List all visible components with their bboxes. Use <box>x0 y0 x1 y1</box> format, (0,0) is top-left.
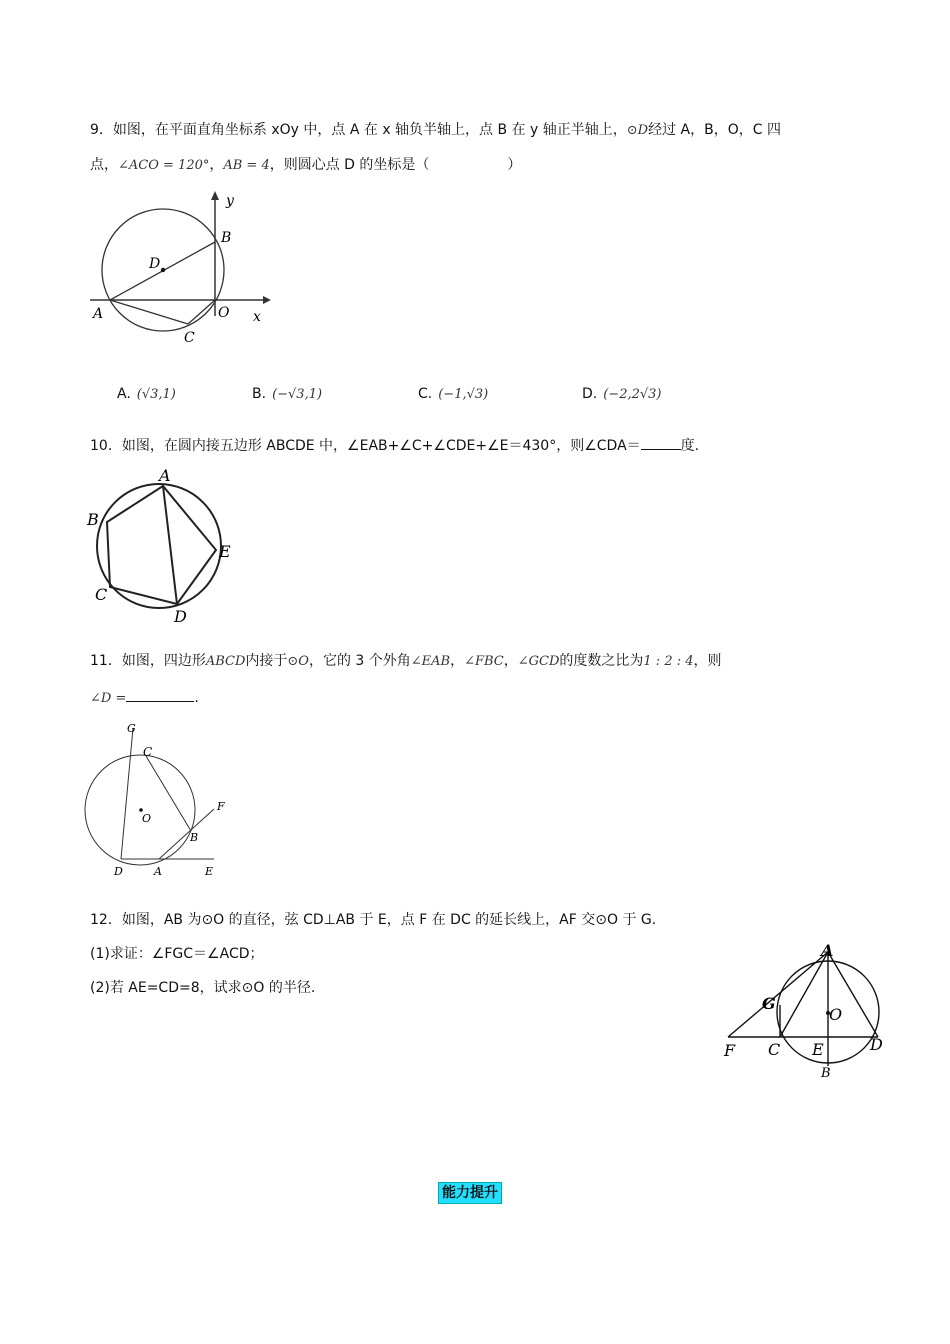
q9-label-a: A <box>93 306 104 322</box>
q11-figure <box>80 718 240 883</box>
q11-angle-gcd: ∠GCD <box>517 654 560 669</box>
q12-label-e: E <box>812 1040 824 1059</box>
q12-label-g: G <box>762 994 776 1013</box>
q9-option-b-value: (−√3,1) <box>272 387 323 402</box>
q11-answer-blank[interactable] <box>126 701 194 702</box>
q11-label-e: E <box>205 865 214 878</box>
q11-abcd: ABCD <box>205 654 246 669</box>
q11-mid1: 内接于 <box>245 653 288 669</box>
q11-segment-cb <box>146 756 191 831</box>
q11-angle-d: ∠D = <box>90 691 127 706</box>
q11-label-f: F <box>217 800 225 813</box>
q9-option-c-value: (−1,√3) <box>438 387 489 402</box>
q12-label-a: A <box>821 941 834 960</box>
q12-label-o: O <box>829 1005 843 1024</box>
q9-option-a[interactable] <box>117 384 176 405</box>
q12-part-1: (1)求证：∠FGC＝∠ACD； <box>90 946 264 962</box>
q9-option-d[interactable] <box>582 384 662 405</box>
q11-ratio: 1 : 2 : 4 <box>643 654 694 669</box>
q9-figure <box>85 188 275 348</box>
q9-sep: ， <box>209 157 224 173</box>
q12-label-d: D <box>870 1035 883 1054</box>
q10-answer-blank[interactable] <box>641 449 681 450</box>
q9-line1-pre: 9．如图，在平面直角坐标系 xOy 中，点 A 在 x 轴负半轴上，点 B 在 y 轴正半轴上， <box>90 122 627 138</box>
q11-angle-fbc: ∠FBC <box>464 654 504 669</box>
q11-label-g: G <box>127 722 136 735</box>
q9-option-d-label: D. <box>582 386 598 402</box>
q9-ab-length: AB = 4 <box>223 158 270 173</box>
q11-line-2 <box>90 688 199 709</box>
q11-label-b: B <box>190 831 199 844</box>
q12-chord-ac <box>780 952 828 1037</box>
q10-label-a: A <box>159 466 171 485</box>
q9-paren-close: ） <box>507 157 522 173</box>
q10-line <box>90 436 699 456</box>
q9-line-2 <box>90 155 521 176</box>
q9-option-a-value: (√3,1) <box>136 387 176 402</box>
q9-option-a-label: A. <box>117 386 131 402</box>
q9-segment-co <box>188 300 215 324</box>
q11-line-gcd <box>121 728 133 859</box>
q11-sep1: ， <box>450 653 465 669</box>
q11-label-a: A <box>154 865 162 878</box>
q11-post: ，则 <box>693 653 722 669</box>
q9-line2-pre: 点， <box>90 157 118 173</box>
section-heading: 能力提升 <box>438 1182 502 1204</box>
q11-line-abf <box>159 809 214 859</box>
q9-y-arrow-icon <box>211 191 219 200</box>
q9-option-b[interactable] <box>252 384 322 405</box>
q9-circle-d: ⊙D <box>626 123 649 138</box>
q9-angle-aco: ∠ACO = 120° <box>118 158 210 173</box>
q9-option-c[interactable] <box>418 384 488 405</box>
q12-chord-ad <box>828 952 878 1037</box>
q10-pentagon <box>107 486 216 604</box>
q10-text: 10．如图，在圆内接五边形 ABCDE 中，∠EAB+∠C+∠CDE+∠E＝430°，则∠CDA＝ <box>90 438 641 454</box>
q12-line: 12．如图，AB 为⊙O 的直径，弦 CD⊥AB 于 E，点 F 在 DC 的延长线上，AF 交⊙O 于 G. <box>90 912 657 928</box>
q9-option-c-label: C. <box>418 386 433 402</box>
q9-option-b-label: B. <box>252 386 267 402</box>
q11-circle-o: ⊙O <box>287 654 309 669</box>
q9-line1-post: 经过 A，B，O，C 四 <box>648 122 781 138</box>
q11-sep2: ， <box>503 653 518 669</box>
q12-label-c: C <box>768 1040 781 1059</box>
q10-label-c: C <box>95 585 108 604</box>
q11-label-d: D <box>114 865 123 878</box>
q9-line-1 <box>90 120 781 141</box>
q9-label-c: C <box>184 330 195 346</box>
q10-post: 度. <box>680 438 700 454</box>
q12-label-f: F <box>724 1041 736 1060</box>
q12-label-b: B <box>821 1066 831 1081</box>
q9-line2-post: ，则圆心点 D 的坐标是（ <box>269 157 430 173</box>
q11-label-c: C <box>143 745 153 759</box>
q9-label-d: D <box>149 256 161 272</box>
q11-line2-post: . <box>194 690 199 706</box>
q11-label-o: O <box>142 812 152 825</box>
q11-angle-eab: ∠EAB <box>410 654 451 669</box>
q12-figure <box>720 940 895 1080</box>
q9-label-x: x <box>253 309 261 325</box>
q9-segment-ac <box>110 300 188 324</box>
q11-line-1 <box>90 651 722 672</box>
q11-pre: 11．如图，四边形 <box>90 653 206 669</box>
q9-label-b: B <box>221 230 232 246</box>
q11-mid2: ，它的 3 个外角 <box>308 653 411 669</box>
q9-center-d <box>161 268 165 272</box>
q10-figure <box>85 466 245 626</box>
q10-label-b: B <box>87 510 99 529</box>
q9-x-arrow-icon <box>263 296 271 304</box>
q12-part-2: (2)若 AE=CD=8，试求⊙O 的半径. <box>90 980 316 996</box>
q10-diagonal-ad <box>163 486 177 604</box>
q10-label-d: D <box>174 607 187 626</box>
q9-label-o: O <box>218 305 230 321</box>
q9-label-y: y <box>226 193 234 209</box>
q11-mid3: 的度数之比为 <box>559 653 644 669</box>
q10-label-e: E <box>219 542 231 561</box>
q9-option-d-value: (−2,2√3) <box>603 387 662 402</box>
